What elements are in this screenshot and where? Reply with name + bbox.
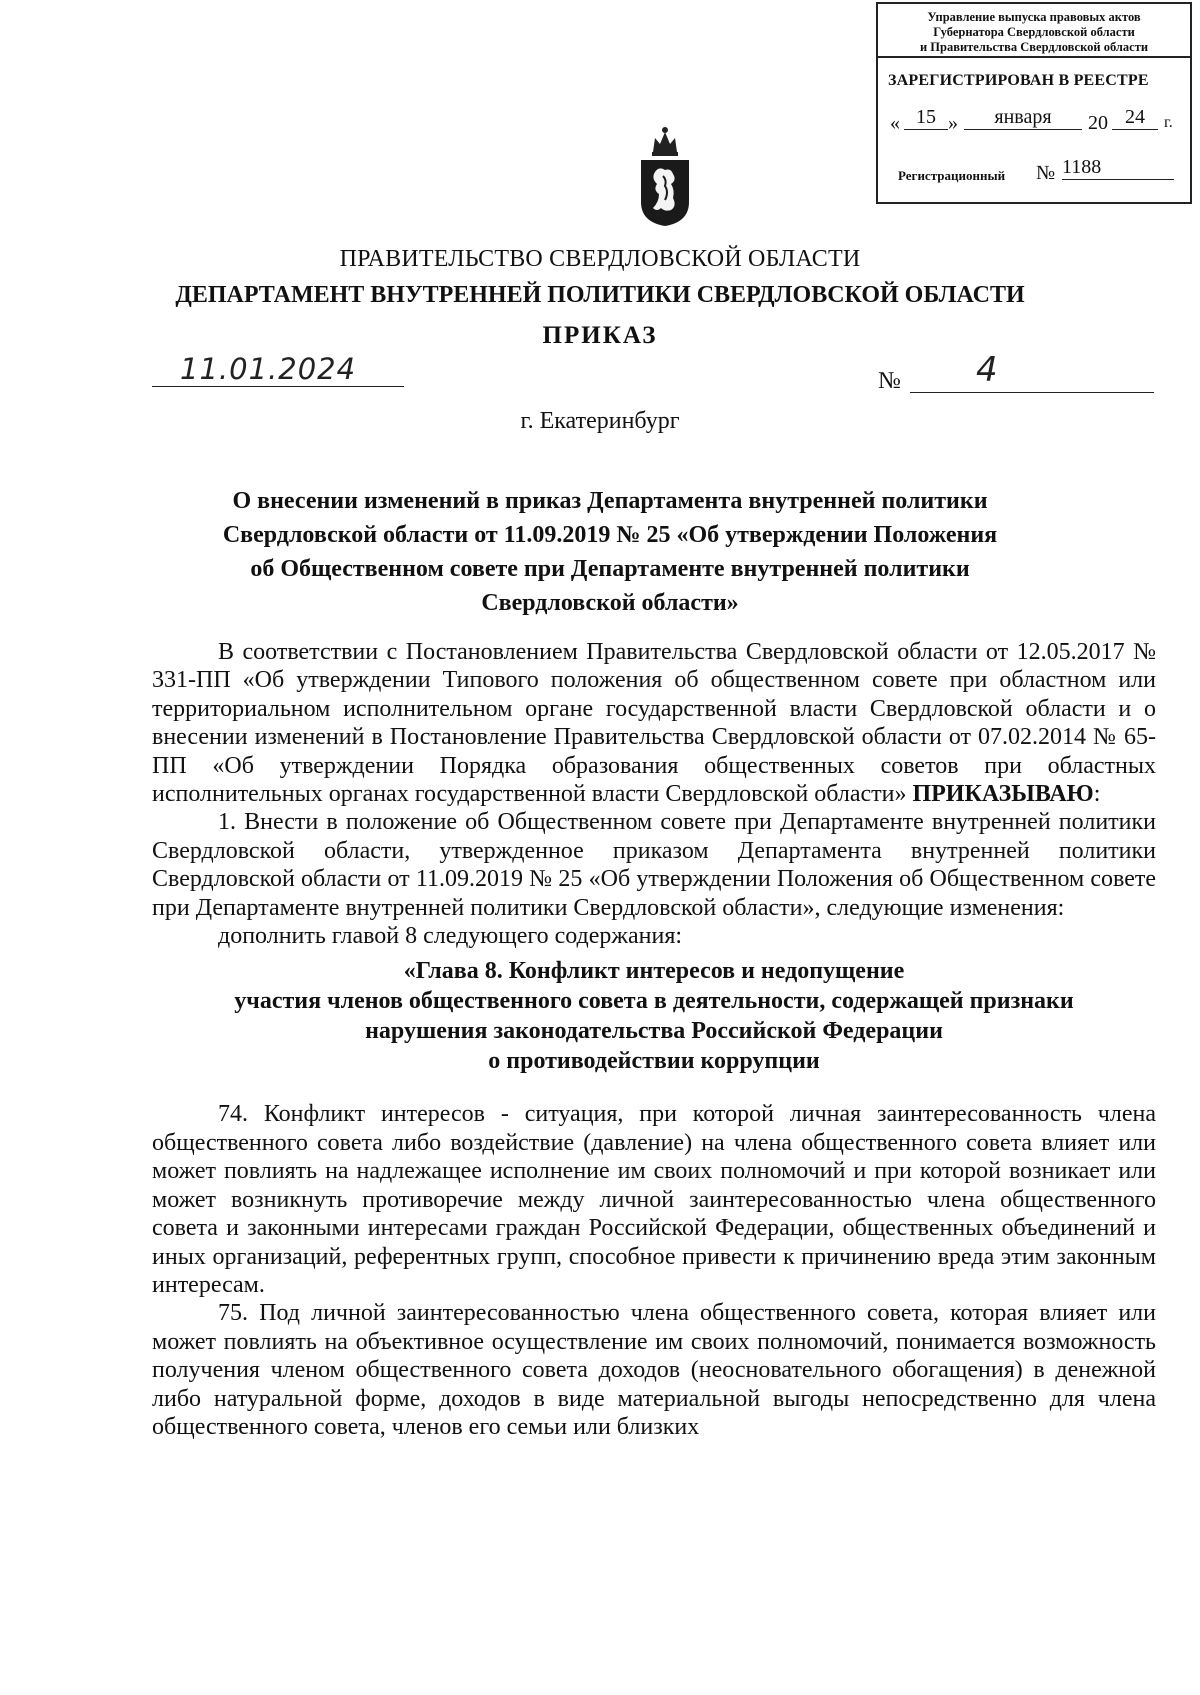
- chapter-line: «Глава 8. Конфликт интересов и недопущение: [403, 958, 905, 985]
- doc-type: ПРИКАЗ: [542, 322, 658, 349]
- stamp-registered-label: ЗАРЕГИСТРИРОВАН В РЕЕСТРЕ: [888, 72, 1149, 89]
- chapter-line: нарушения законодательства Российской Федерации: [365, 1018, 943, 1045]
- order-colon: :: [1093, 781, 1101, 808]
- stamp-month: января: [964, 106, 1082, 130]
- order-date-line: [152, 386, 404, 387]
- order-word: ПРИКАЗЫВАЮ: [912, 781, 1094, 808]
- item-1-paragraph: 1. Внести в положение об Общественном совете при Департаменте внутренней политики Свердловской области, утвержденное приказом Департамента внутренней политики Свердловской области от 11.09.2019 № 25 «Об утверждении Положения об Общественном совете при Департаменте внутренней политики Свердловской области», следующие изменения:: [152, 809, 1156, 921]
- stamp-year-unit: г.: [1164, 114, 1173, 131]
- title-line: О внесении изменений в приказ Департамента внутренней политики: [232, 488, 988, 514]
- government-name: ПРАВИТЕЛЬСТВО СВЕРДЛОВСКОЙ ОБЛАСТИ: [339, 246, 861, 272]
- coat-of-arms-icon: [637, 124, 693, 228]
- registry-stamp: [876, 2, 1192, 204]
- stamp-year-suffix: 24: [1112, 106, 1158, 130]
- order-number-handwritten: 4: [976, 350, 998, 390]
- stamp-date: [890, 106, 1180, 140]
- stamp-reg-value: 1188: [1062, 156, 1174, 180]
- chapter-line: о противодействии коррупции: [488, 1048, 820, 1075]
- department-name: ДЕПАРТАМЕНТ ВНУТРЕННЕЙ ПОЛИТИКИ СВЕРДЛОВСКОЙ ОБЛАСТИ: [175, 282, 1025, 308]
- document-body: [152, 638, 1156, 1441]
- stamp-header-line: Управление выпуска правовых актов: [927, 10, 1141, 24]
- stamp-reg-label: Регистрационный: [898, 168, 1006, 183]
- order-date-handwritten: 11.01.2024: [180, 352, 357, 386]
- chapter-heading: [152, 956, 1156, 1076]
- paragraph-75: 75. Под личной заинтересованностью члена общественного совета, которая влияет или может повлиять на объективное осуществление им своих полномочий, понимается возможность получения членом общественного совета доходов (неосновательного обогащения) в денежной либо натуральной форме, доходов в виде материальной выгоды непосредственно для члена общественного совета, членов его семьи или близких: [152, 1300, 1156, 1440]
- preamble-text: В соответствии с Постановлением Правительства Свердловской области от 12.05.2017 № 331-ПП «Об утверждении Типового положения об общественном совете при областном или территориальном исполнительном органе государственной власти Свердловской области и о внесении изменений в Постановление Правительства Свердловской области от 07.02.2014 № 65-ПП «Об утверждении Порядка образования общественных советов при областных исполнительных органах государственной власти Свердловской области»: [152, 639, 1156, 808]
- stamp-quote-open: «: [890, 112, 900, 134]
- title-line: Свердловской области от 11.09.2019 № 25 «Об утверждении Положения: [222, 522, 998, 548]
- stamp-header-line: и Правительства Свердловской области: [919, 40, 1149, 54]
- title-line: Свердловской области»: [481, 590, 739, 616]
- stamp-header: [878, 4, 1190, 58]
- preamble-paragraph: [152, 638, 1156, 808]
- stamp-day: 15: [904, 106, 948, 130]
- paragraph-74: 74. Конфликт интересов - ситуация, при которой личная заинтересованность члена общественного совета либо воздействие (давление) на члена общественного совета влияет или может повлиять на надлежащее исполнение им своих полномочий и при которой возникает или может возникнуть противоречие между личной заинтересованностью члена общественного совета и законными интересами граждан Российской Федерации, общественных объединений и иных организаций, референтных групп, способное привести к причинению вреда этим законным интересам.: [152, 1101, 1156, 1298]
- item-1-sub-paragraph: дополнить главой 8 следующего содержания:: [218, 923, 683, 950]
- city: г. Екатеринбург: [520, 408, 680, 434]
- order-number-label: №: [878, 368, 901, 394]
- order-number-line: [910, 392, 1154, 393]
- title-line: об Общественном совете при Департаменте внутренней политики: [250, 556, 970, 582]
- stamp-quote-close: »: [948, 112, 958, 134]
- stamp-year-prefix: 20: [1088, 112, 1108, 134]
- order-title: [160, 484, 1060, 620]
- stamp-reg-number: [898, 156, 1178, 188]
- stamp-header-line: Губернатора Свердловской области: [933, 25, 1135, 39]
- stamp-no-sign: №: [1036, 162, 1056, 184]
- chapter-line: участия членов общественного совета в деятельности, содержащей признаки: [234, 988, 1074, 1015]
